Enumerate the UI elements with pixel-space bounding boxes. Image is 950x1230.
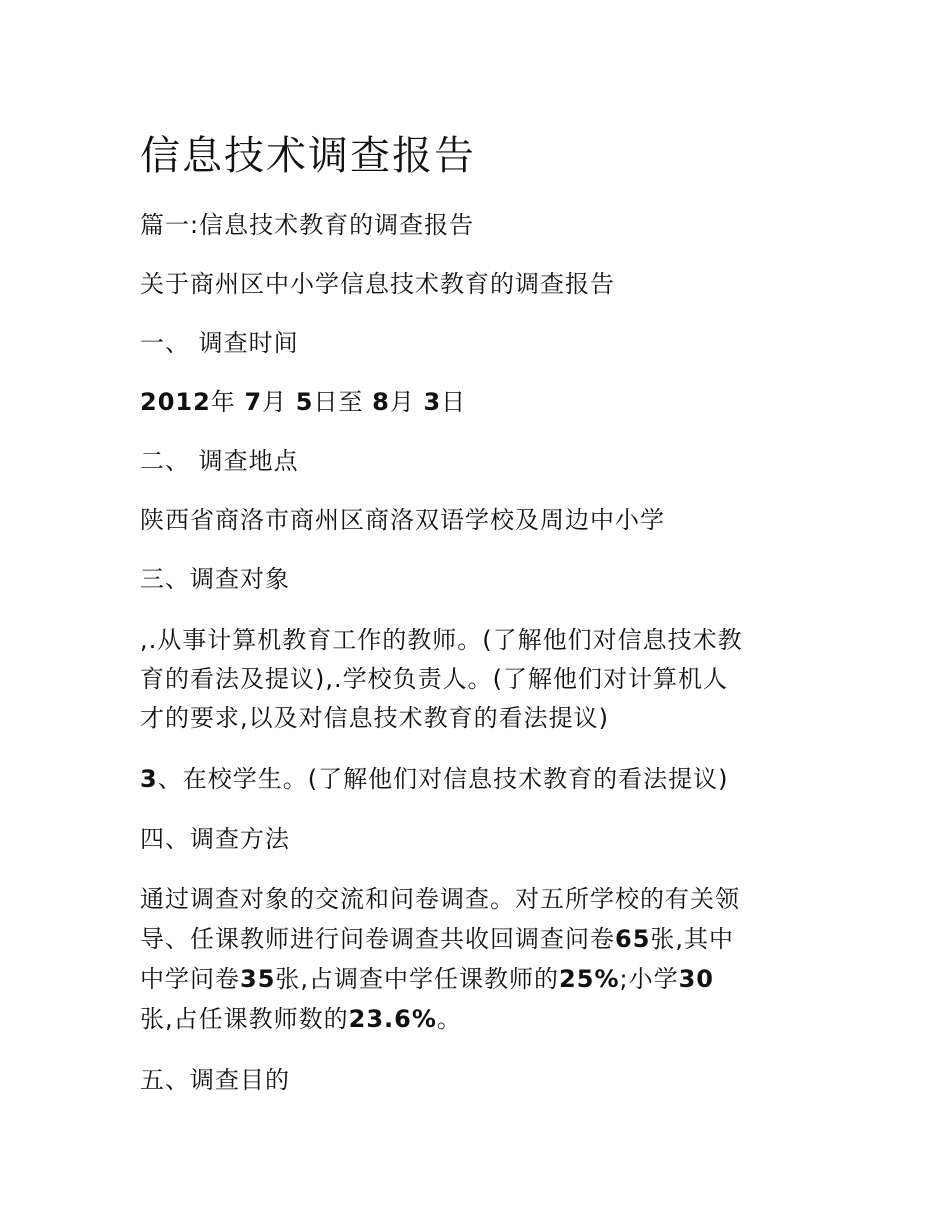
section-heading-method: 四、调查方法 — [140, 825, 290, 853]
subjects-line-2: 育的看法及提议),.学校负责人。(了解他们对计算机人 — [140, 665, 728, 693]
item-3-number: 3 — [140, 765, 158, 793]
subjects-line-3: 才的要求,以及对信息技术教育的看法提议) — [140, 704, 609, 732]
total-questionnaires: 65 — [615, 925, 651, 953]
section-heading-subjects: 三、调查对象 — [140, 565, 290, 593]
section-heading-location: 二、 调查地点 — [140, 447, 299, 475]
primary-school-percent: 23.6% — [348, 1005, 437, 1033]
location-text: 陕西省商洛市商州区商洛双语学校及周边中小学 — [140, 506, 665, 534]
date-day-start-unit: 日至 — [313, 388, 364, 416]
method-line-1: 通过调查对象的交流和问卷调查。对五所学校的有关领 — [140, 885, 740, 913]
date-month-start: 7 — [244, 388, 263, 416]
date-year: 2012 — [140, 388, 211, 416]
method-line-3-text-b: 张,占调查中学任课教师的 — [275, 965, 560, 993]
subjects-item-3 — [140, 762, 728, 796]
middle-school-count: 35 — [240, 965, 276, 993]
method-line-2-text-a: 导、任课教师进行问卷调查共收回调查问卷 — [140, 925, 615, 953]
survey-date — [140, 385, 466, 419]
date-year-unit: 年 — [210, 388, 236, 416]
date-day-end: 3 — [423, 388, 442, 416]
date-month-end: 8 — [372, 388, 390, 416]
subjects-line-1: ,.从事计算机教育工作的教师。(了解他们对信息技术教 — [140, 626, 743, 654]
method-line-2 — [140, 922, 734, 956]
date-month-end-unit: 月 — [389, 388, 415, 416]
method-line-3-text-a: 中学问卷 — [140, 965, 240, 993]
date-day-start: 5 — [295, 388, 314, 416]
middle-school-percent: 25% — [559, 965, 620, 993]
date-day-end-unit: 日 — [441, 388, 467, 416]
section-heading-time: 一、 调查时间 — [140, 329, 299, 357]
primary-school-count: 30 — [678, 965, 714, 993]
method-line-2-text-b: 张,其中 — [650, 925, 735, 953]
item-3-text: 、在校学生。(了解他们对信息技术教育的看法提议) — [157, 765, 729, 793]
subtitle: 篇一:信息技术教育的调查报告 — [140, 211, 475, 239]
section-heading-purpose: 五、调查目的 — [140, 1066, 290, 1094]
method-line-3 — [140, 962, 714, 996]
method-line-4 — [140, 1002, 462, 1036]
method-line-4-text-a: 张,占任课教师数的 — [140, 1005, 349, 1033]
method-line-3-text-c: ;小学 — [619, 965, 679, 993]
report-title: 关于商州区中小学信息技术教育的调查报告 — [140, 270, 615, 298]
date-month-start-unit: 月 — [262, 388, 288, 416]
method-line-4-text-b: 。 — [436, 1005, 462, 1033]
document-title: 信息技术调查报告 — [140, 133, 476, 179]
